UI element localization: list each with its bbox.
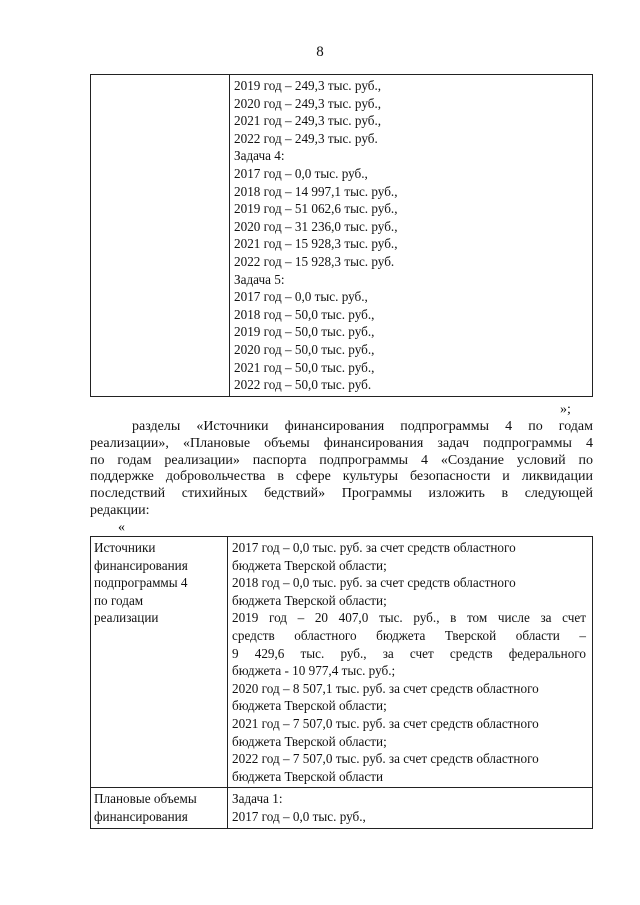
row-values-funding-sources (228, 537, 593, 788)
table-line: 2019 год – 20 407,0 тыс. руб., в том числе за счет (232, 610, 586, 626)
amendment-paragraph (90, 419, 593, 520)
table-row (91, 788, 593, 828)
table-line: 2019 год – 249,3 тыс. руб., (234, 78, 382, 93)
table-line: 2018 год – 0,0 тыс. руб. за счет средств областного (232, 575, 516, 591)
row-label-line: Плановые объемы (94, 791, 197, 807)
table-cell-values (230, 75, 593, 397)
table-line: бюджета Тверской области; (232, 557, 387, 573)
table-line: 2020 год – 31 236,0 тыс. руб., (234, 218, 398, 234)
table-line: 2022 год – 7 507,0 тыс. руб. за счет средств областного (232, 751, 539, 767)
table-line: бюджета Тверской области; (232, 592, 387, 608)
closing-quote: »; (560, 402, 571, 417)
paragraph-line: поддержке добровольчества в сфере культуры безопасности и ликвидации (90, 469, 593, 485)
row-label-line: финансирования (94, 557, 188, 573)
table-row (91, 537, 593, 788)
table-line: 2017 год – 0,0 тыс. руб., (232, 808, 366, 824)
table-line: бюджета Тверской области; (232, 733, 387, 749)
row-label-line: по годам (94, 592, 144, 608)
row-label-funding-sources (91, 537, 228, 788)
row-label-line: реализации (94, 610, 159, 626)
table-line: 2022 год – 15 928,3 тыс. руб. (234, 253, 395, 269)
table-cell-empty (91, 75, 230, 397)
table-line: средств областного бюджета Тверской области – (232, 627, 586, 643)
table-line: 2022 год – 50,0 тыс. руб. (234, 377, 372, 393)
passport-table (90, 536, 593, 829)
table-line: 2017 год – 0,0 тыс. руб., (234, 165, 368, 181)
table-line: 9 429,6 тыс. руб., за счет средств федерального (232, 645, 586, 661)
table-line: Задача 4: (234, 148, 285, 164)
table-line: бюджета Тверской области (232, 768, 384, 784)
table-line: 2018 год – 50,0 тыс. руб., (234, 306, 375, 322)
table-line: 2021 год – 7 507,0 тыс. руб. за счет средств областного (232, 715, 539, 731)
table-line: Задача 5: (234, 271, 285, 287)
table-line: 2020 год – 50,0 тыс. руб., (234, 341, 375, 357)
table-line: 2018 год – 14 997,1 тыс. руб., (234, 183, 398, 199)
paragraph-line: по годам реализации» паспорта подпрограммы 4 «Создание условий по (90, 452, 593, 468)
paragraph-line: реализации», «Плановые объемы финансирования задач подпрограммы 4 (90, 435, 593, 451)
table-line: Задача 1: (232, 791, 283, 807)
table-line: 2020 год – 8 507,1 тыс. руб. за счет средств областного (232, 680, 539, 696)
paragraph-line: последствий стихийных бедствий» Программы изложить в следующей (90, 486, 593, 502)
paragraph-line: редакции: (90, 502, 150, 518)
row-label-line: подпрограммы 4 (94, 575, 188, 591)
table-row (91, 75, 593, 397)
table-line: 2019 год – 51 062,6 тыс. руб., (234, 201, 398, 217)
opening-quote: « (118, 520, 125, 535)
table-line: 2020 год – 249,3 тыс. руб., (234, 95, 382, 111)
table-line: 2021 год – 15 928,3 тыс. руб., (234, 236, 398, 252)
table-line: 2021 год – 50,0 тыс. руб., (234, 359, 375, 375)
paragraph-line: разделы «Источники финансирования подпрограммы 4 по годам (132, 419, 593, 434)
table-line: бюджета - 10 977,4 тыс. руб.; (232, 663, 396, 679)
table-line: 2019 год – 50,0 тыс. руб., (234, 324, 375, 340)
table-line: бюджета Тверской области; (232, 698, 387, 714)
page-number: 8 (316, 44, 324, 60)
row-label-line: Источники (94, 540, 156, 555)
row-values-planned-volumes (228, 788, 593, 828)
row-label-planned-volumes (91, 788, 228, 828)
table-line: 2021 год – 249,3 тыс. руб., (234, 113, 382, 129)
table-line: 2022 год – 249,3 тыс. руб. (234, 130, 378, 146)
row-label-line: финансирования (94, 808, 188, 824)
table-line: 2017 год – 0,0 тыс. руб. за счет средств областного (232, 540, 516, 555)
funding-table-continued (90, 74, 593, 397)
table-line: 2017 год – 0,0 тыс. руб., (234, 289, 368, 305)
